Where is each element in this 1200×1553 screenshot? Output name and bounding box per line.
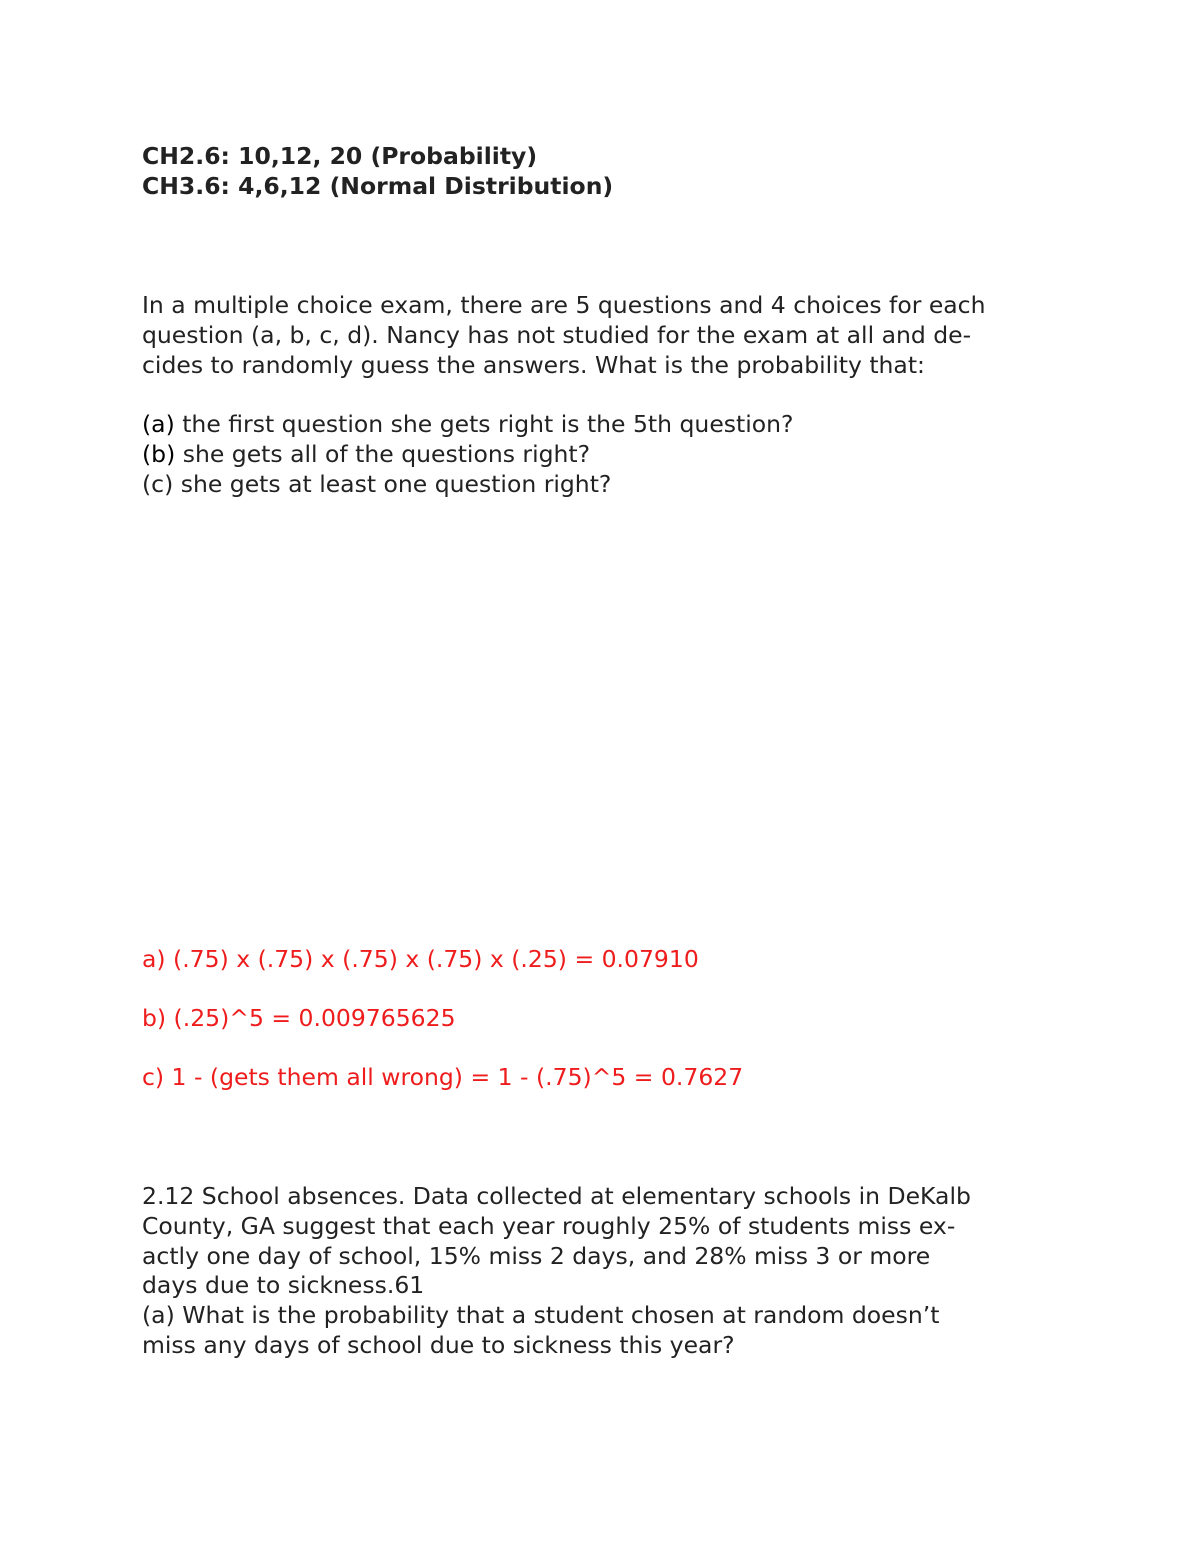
problem1-intro-line: question (a, b, c, d). Nancy has not studied for the exam at all and de- bbox=[142, 321, 972, 349]
part-label: (b) bbox=[142, 440, 176, 468]
answer-a: a) (.75) x (.75) x (.75) x (.75) x (.25) = 0.07910 bbox=[142, 945, 699, 973]
problem2-question-a-cont: miss any days of school due to sickness this year? bbox=[142, 1331, 735, 1359]
problem2-line: County, GA suggest that each year roughly 25% of students miss ex- bbox=[142, 1212, 956, 1240]
chapter-heading-2-6: CH2.6: 10,12, 20 (Probability) bbox=[142, 142, 538, 170]
problem1-part-a bbox=[142, 409, 794, 439]
part-text: she gets all of the questions right? bbox=[175, 440, 591, 468]
part-text: the first question she gets right is the 5th question? bbox=[174, 410, 794, 438]
problem2-line: days due to sickness.61 bbox=[142, 1271, 425, 1299]
problem1-part-c bbox=[142, 469, 611, 499]
problem2-line: 2.12 School absences. Data collected at elementary schools in DeKalb bbox=[142, 1182, 971, 1210]
problem1-part-b bbox=[142, 439, 590, 469]
part-text: she gets at least one question right? bbox=[173, 470, 612, 498]
part-label: (a) bbox=[142, 410, 175, 438]
problem1-intro-line: cides to randomly guess the answers. What is the probability that: bbox=[142, 351, 925, 379]
answer-b: b) (.25)^5 = 0.009765625 bbox=[142, 1004, 456, 1032]
problem2-line: actly one day of school, 15% miss 2 days, and 28% miss 3 or more bbox=[142, 1242, 931, 1270]
problem2-question-a: (a) What is the probability that a student chosen at random doesn’t bbox=[142, 1301, 940, 1329]
answer-c: c) 1 - (gets them all wrong) = 1 - (.75)^5 = 0.7627 bbox=[142, 1063, 744, 1091]
problem1-intro-line: In a multiple choice exam, there are 5 questions and 4 choices for each bbox=[142, 291, 986, 319]
part-label: (c) bbox=[142, 470, 174, 498]
chapter-heading-3-6: CH3.6: 4,6,12 (Normal Distribution) bbox=[142, 172, 614, 200]
